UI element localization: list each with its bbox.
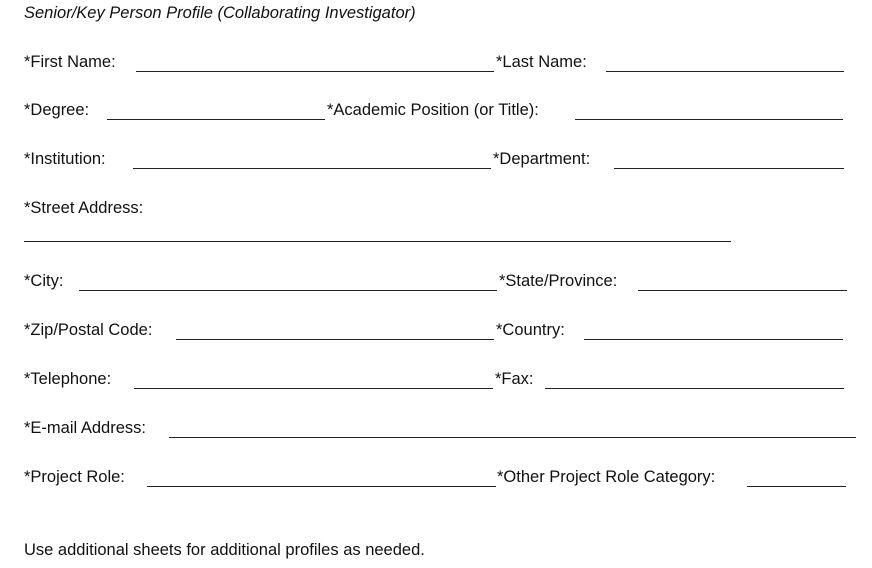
street-address-label: *Street Address: [24,199,144,217]
department-label: *Department: [493,150,591,168]
country-label: *Country: [496,321,565,339]
telephone-row [0,369,872,393]
state-province-label: *State/Province: [499,272,618,290]
email-address-field[interactable] [169,437,856,438]
zip-row [0,320,872,344]
street-address-field[interactable] [24,241,731,242]
zip-postal-code-field[interactable] [176,339,494,340]
project-role-field[interactable] [147,486,496,487]
degree-row [0,100,872,124]
institution-row [0,149,872,173]
other-project-role-category-label: *Other Project Role Category: [497,468,716,486]
institution-field[interactable] [133,168,491,169]
street-address-row [0,198,872,222]
other-project-role-category-field[interactable] [747,486,846,487]
city-row [0,271,872,295]
city-label: *City: [24,272,64,290]
project-role-row [0,467,872,491]
last-name-label: *Last Name: [496,53,587,71]
last-name-field[interactable] [606,71,844,72]
first-name-field[interactable] [136,71,494,72]
email-row [0,418,872,442]
academic-position-label: *Academic Position (or Title): [327,101,539,119]
telephone-field[interactable] [134,388,493,389]
footer-note: Use additional sheets for additional profiles as needed. [24,541,425,559]
fax-label: *Fax: [495,370,534,388]
name-row [0,52,872,76]
city-field[interactable] [79,290,497,291]
project-role-label: *Project Role: [24,468,125,486]
fax-field[interactable] [545,388,844,389]
street-address-line-row [0,222,872,246]
first-name-label: *First Name: [24,53,116,71]
institution-label: *Institution: [24,150,106,168]
country-field[interactable] [584,339,843,340]
academic-position-field[interactable] [575,119,843,120]
email-address-label: *E-mail Address: [24,419,146,437]
telephone-label: *Telephone: [24,370,112,388]
form-title: Senior/Key Person Profile (Collaborating Investigator) [24,4,416,22]
department-field[interactable] [614,168,844,169]
state-province-field[interactable] [638,290,847,291]
degree-label: *Degree: [24,101,90,119]
zip-postal-code-label: *Zip/Postal Code: [24,321,153,339]
degree-field[interactable] [107,119,325,120]
